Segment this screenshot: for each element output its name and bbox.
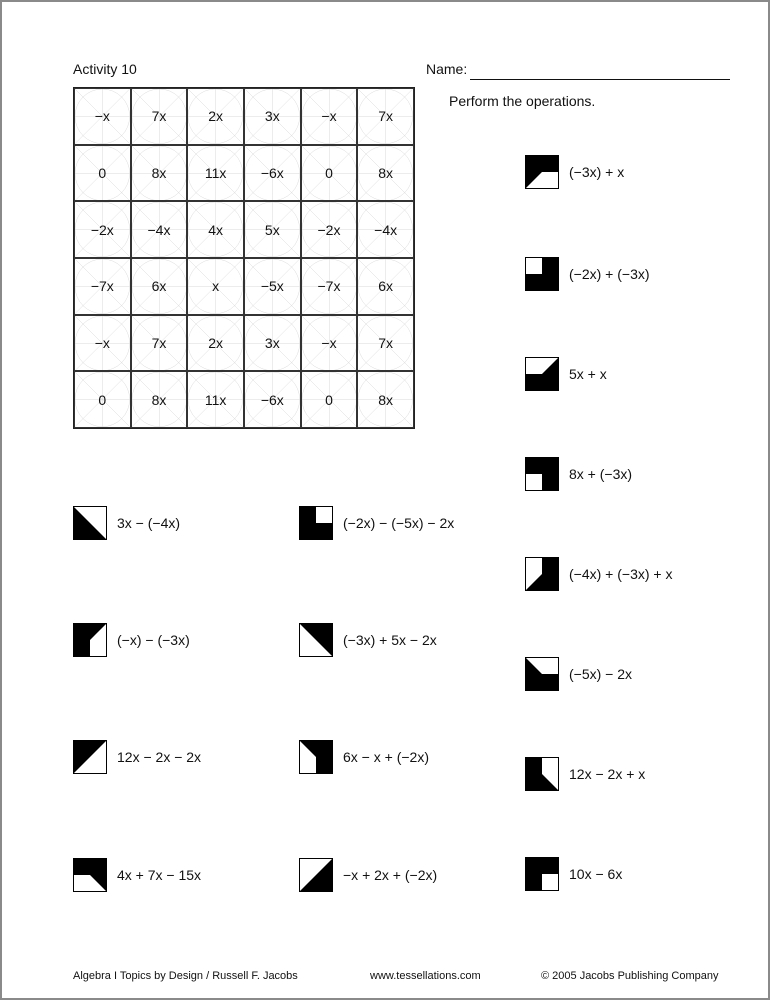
- tile-right-half-diag-icon: [525, 557, 559, 591]
- problem-expression: 12x − 2x + x: [569, 766, 646, 782]
- problem-expression: 8x + (−3x): [569, 466, 633, 482]
- grid-cell[interactable]: [357, 315, 414, 372]
- problem-expression: 10x − 6x: [569, 866, 623, 882]
- grid-cell-value: −4x: [147, 221, 171, 238]
- grid-cell[interactable]: [187, 145, 244, 202]
- grid-cell-value: −5x: [260, 278, 284, 295]
- problem-expression: 6x − x + (−2x): [343, 749, 429, 765]
- activity-title: Activity 10: [73, 61, 137, 77]
- grid-cell[interactable]: [301, 315, 358, 372]
- grid-cell-value: −x: [94, 334, 110, 351]
- tile-top-half-diag-icon: [525, 155, 559, 189]
- answer-grid: [73, 87, 415, 429]
- grid-cell-value: −x: [321, 108, 337, 125]
- grid-cell[interactable]: [74, 315, 131, 372]
- grid-cell[interactable]: [131, 88, 188, 145]
- grid-cell-value: 3x: [264, 108, 280, 125]
- footer-copyright: © 2005 Jacobs Publishing Company: [541, 970, 719, 982]
- grid-cell-value: 6x: [378, 278, 394, 295]
- grid-cell-value: −x: [321, 334, 337, 351]
- tile-left-half-diag-icon: [73, 623, 107, 657]
- problem-expression: (−2x) + (−3x): [569, 266, 650, 282]
- grid-cell-value: 7x: [378, 108, 394, 125]
- tile-lower-left-triangle-icon: [73, 506, 107, 540]
- grid-cell-value: 11x: [204, 164, 227, 181]
- grid-cell[interactable]: [74, 88, 131, 145]
- grid-cell-value: 7x: [151, 334, 167, 351]
- grid-cell[interactable]: [74, 201, 131, 258]
- problem-expression: (−2x) − (−5x) − 2x: [343, 515, 455, 531]
- grid-cell[interactable]: [244, 315, 301, 372]
- grid-cell-value: −7x: [90, 278, 114, 295]
- grid-cell-value: 8x: [151, 391, 167, 408]
- tile-left-half-notch-icon: [525, 757, 559, 791]
- footer-website: www.tessellations.com: [370, 970, 481, 982]
- grid-cell-value: 8x: [378, 164, 394, 181]
- tile-lower-right-triangle-icon: [299, 858, 333, 892]
- grid-cell-value: −4x: [374, 221, 398, 238]
- grid-cell[interactable]: [187, 201, 244, 258]
- grid-cell[interactable]: [131, 258, 188, 315]
- problem-expression: (−3x) + 5x − 2x: [343, 632, 437, 648]
- grid-cell-value: 0: [325, 164, 333, 181]
- grid-cell[interactable]: [187, 258, 244, 315]
- grid-cell[interactable]: [244, 88, 301, 145]
- grid-cell[interactable]: [131, 145, 188, 202]
- name-label: Name:: [426, 61, 468, 77]
- grid-cell[interactable]: [301, 201, 358, 258]
- grid-cell-value: 0: [98, 164, 107, 181]
- tile-bottom-half-notch-icon: [525, 657, 559, 691]
- grid-cell[interactable]: [187, 88, 244, 145]
- grid-cell[interactable]: [244, 201, 301, 258]
- grid-cell[interactable]: [357, 258, 414, 315]
- grid-cell-value: 5x: [264, 221, 280, 238]
- grid-cell-value: −7x: [317, 278, 341, 295]
- tile-white-bottom-right-icon: [525, 857, 559, 891]
- grid-cell[interactable]: [74, 371, 131, 428]
- grid-cell-value: −6x: [260, 164, 284, 181]
- tile-top-half-notch-icon: [73, 858, 107, 892]
- tile-right-half-notch-icon: [299, 740, 333, 774]
- tile-white-bottom-left-icon: [525, 457, 559, 491]
- problem-expression: (−4x) + (−3x) + x: [569, 566, 673, 582]
- problem-expression: 12x − 2x − 2x: [117, 749, 202, 765]
- grid-cell[interactable]: [357, 88, 414, 145]
- grid-cell-value: 8x: [151, 164, 167, 181]
- grid-cell-value: −6x: [260, 391, 284, 408]
- grid-cell[interactable]: [301, 258, 358, 315]
- grid-cell[interactable]: [357, 145, 414, 202]
- grid-cell-value: 0: [325, 391, 333, 408]
- grid-cell[interactable]: [357, 371, 414, 428]
- problem-expression: 3x − (−4x): [117, 515, 181, 531]
- grid-cell-value: x: [212, 278, 220, 295]
- grid-cell-value: 3x: [264, 334, 280, 351]
- grid-cell[interactable]: [301, 145, 358, 202]
- grid-cell[interactable]: [244, 258, 301, 315]
- grid-cell[interactable]: [74, 258, 131, 315]
- name-line[interactable]: [470, 79, 730, 80]
- grid-cell-value: −2x: [90, 221, 114, 238]
- problem-expression: −x + 2x + (−2x): [343, 867, 438, 883]
- tile-white-top-left-icon: [525, 257, 559, 291]
- grid-cell-value: 11x: [204, 391, 227, 408]
- problem-expression: 4x + 7x − 15x: [117, 867, 202, 883]
- grid-cell-value: 6x: [151, 278, 167, 295]
- grid-cell-value: 8x: [378, 391, 394, 408]
- grid-cell[interactable]: [301, 88, 358, 145]
- grid-cell[interactable]: [74, 145, 131, 202]
- tile-white-top-right-icon: [299, 506, 333, 540]
- grid-cell[interactable]: [131, 371, 188, 428]
- grid-cell[interactable]: [244, 371, 301, 428]
- grid-cell-value: 2x: [208, 334, 224, 351]
- instructions: Perform the operations.: [449, 93, 596, 109]
- tile-bottom-half-diag-icon: [525, 357, 559, 391]
- tile-upper-right-triangle-icon: [299, 623, 333, 657]
- grid-cell[interactable]: [187, 371, 244, 428]
- problem-expression: 5x + x: [569, 366, 607, 382]
- problem-expression: (−5x) − 2x: [569, 666, 633, 682]
- grid-cell-value: −x: [94, 108, 110, 125]
- footer-credit: Algebra I Topics by Design / Russell F. Jacobs: [73, 970, 298, 982]
- grid-cell-value: −2x: [317, 221, 341, 238]
- grid-cell-value: 4x: [208, 221, 224, 238]
- tile-upper-left-triangle-icon: [73, 740, 107, 774]
- grid-cell[interactable]: [131, 315, 188, 372]
- grid-cell-value: 7x: [378, 334, 394, 351]
- grid-cell[interactable]: [187, 315, 244, 372]
- grid-cell[interactable]: [357, 201, 414, 258]
- grid-cell[interactable]: [244, 145, 301, 202]
- grid-cell-value: 0: [98, 391, 107, 408]
- grid-cell[interactable]: [301, 371, 358, 428]
- grid-cell-value: 7x: [151, 108, 167, 125]
- problem-expression: (−x) − (−3x): [117, 632, 190, 648]
- grid-cell-value: 2x: [208, 108, 224, 125]
- grid-cell[interactable]: [131, 201, 188, 258]
- problem-expression: (−3x) + x: [569, 164, 625, 180]
